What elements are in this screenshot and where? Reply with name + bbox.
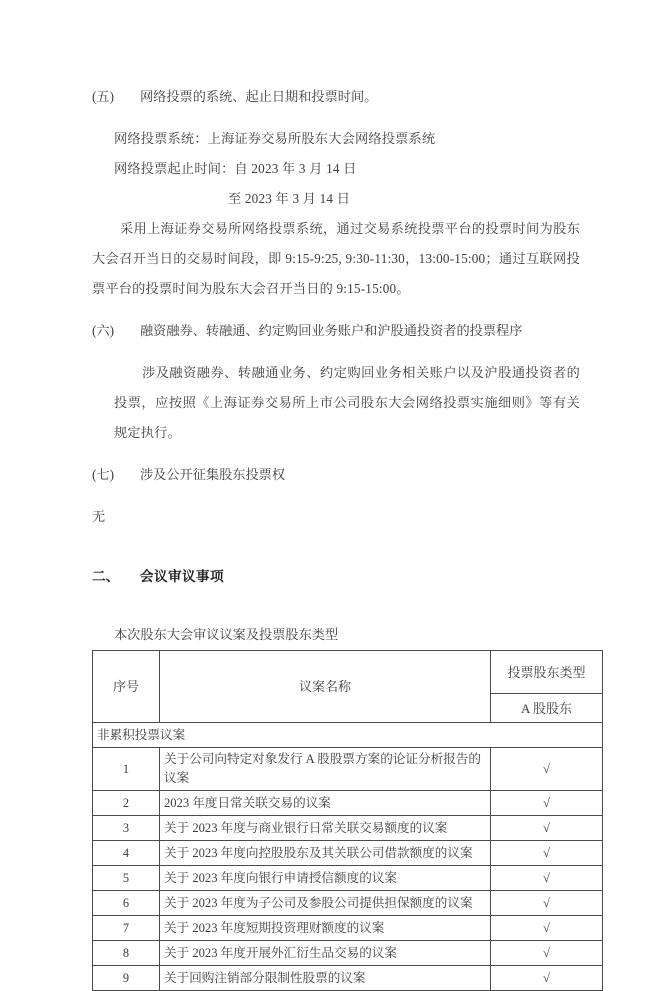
row-seq: 3 bbox=[93, 816, 160, 841]
table-row bbox=[93, 791, 603, 816]
spacer bbox=[92, 532, 580, 562]
section-six-title: 融资融券、转融通、约定购回业务账户和沪股通投资者的投票程序 bbox=[140, 323, 523, 338]
row-mark: √ bbox=[491, 866, 603, 891]
row-mark: √ bbox=[491, 891, 603, 916]
voting-system-line: 网络投票系统：上海证券交易所股东大会网络投票系统 bbox=[114, 131, 436, 146]
proposals-table-body bbox=[93, 723, 603, 991]
section-seven-heading bbox=[92, 460, 580, 490]
table-row bbox=[93, 941, 603, 966]
heading-meeting-items-number: 二、 bbox=[92, 569, 120, 584]
table-row bbox=[93, 866, 603, 891]
spacer bbox=[92, 448, 580, 460]
section-seven-number: (七) bbox=[92, 467, 114, 482]
spacer bbox=[92, 304, 580, 316]
row-seq: 8 bbox=[93, 941, 160, 966]
voting-start-line: 网络投票起止时间：自 2023 年 3 月 14 日 bbox=[114, 161, 357, 176]
section-seven-body: 无 bbox=[92, 509, 106, 524]
section-six-number: (六) bbox=[92, 323, 114, 338]
table-row bbox=[93, 916, 603, 941]
proposals-table-head bbox=[93, 651, 603, 723]
heading-meeting-items-title: 会议审议事项 bbox=[140, 569, 224, 584]
row-seq: 7 bbox=[93, 916, 160, 941]
table-section-row bbox=[93, 723, 603, 748]
row-mark: √ bbox=[491, 966, 603, 991]
header-seq: 序号 bbox=[93, 651, 160, 723]
header-name: 议案名称 bbox=[160, 651, 491, 723]
table-header-row bbox=[93, 651, 603, 694]
document-content bbox=[92, 82, 586, 991]
spacer bbox=[92, 346, 580, 358]
table-row bbox=[93, 891, 603, 916]
spacer bbox=[92, 112, 580, 124]
row-seq: 5 bbox=[93, 866, 160, 891]
row-name: 关于 2023 年度短期投资理财额度的议案 bbox=[160, 916, 491, 941]
voting-end-line: 至 2023 年 3 月 14 日 bbox=[228, 191, 351, 206]
section-five-heading bbox=[92, 82, 580, 112]
row-seq: 4 bbox=[93, 841, 160, 866]
heading-meeting-items bbox=[92, 562, 580, 592]
row-name: 关于 2023 年度开展外汇衍生品交易的议案 bbox=[160, 941, 491, 966]
row-name: 关于公司向特定对象发行 A 股股票方案的论证分析报告的议案 bbox=[160, 748, 491, 791]
row-seq: 6 bbox=[93, 891, 160, 916]
row-name: 关于 2023 年度为子公司及参股公司提供担保额度的议案 bbox=[160, 891, 491, 916]
header-a-share-holder: A 股股东 bbox=[491, 694, 603, 723]
table-row bbox=[93, 966, 603, 991]
row-mark: √ bbox=[491, 941, 603, 966]
section-six-heading bbox=[92, 316, 580, 346]
proposals-table-caption: 本次股东大会审议议案及投票股东类型 bbox=[114, 627, 339, 642]
proposals-table bbox=[92, 650, 603, 991]
section-label-non-cumulative: 非累积投票议案 bbox=[93, 723, 603, 748]
section-five-number: (五) bbox=[92, 89, 114, 104]
row-name: 关于 2023 年度与商业银行日常关联交易额度的议案 bbox=[160, 816, 491, 841]
spacer bbox=[92, 490, 580, 502]
row-seq: 9 bbox=[93, 966, 160, 991]
row-mark: √ bbox=[491, 916, 603, 941]
table-row bbox=[93, 816, 603, 841]
row-mark: √ bbox=[491, 816, 603, 841]
row-name: 2023 年度日常关联交易的议案 bbox=[160, 791, 491, 816]
table-row bbox=[93, 841, 603, 866]
row-name: 关于 2023 年度向银行申请授信额度的议案 bbox=[160, 866, 491, 891]
section-seven-title: 涉及公开征集股东投票权 bbox=[140, 467, 286, 482]
section-five-body: 采用上海证券交易所网络投票系统，通过交易系统投票平台的投票时间为股东大会召开当日的交易时间段，即 9:15-9:25, 9:30-11:30，13:00-15:00；通过互联网投票平台的投票时间为股东大会召开当日的 9:15-15:00。 bbox=[92, 221, 580, 296]
header-shareholder-type: 投票股东类型 bbox=[491, 651, 603, 694]
row-mark: √ bbox=[491, 748, 603, 791]
section-five-title: 网络投票的系统、起止日期和投票时间。 bbox=[140, 89, 378, 104]
row-seq: 1 bbox=[93, 748, 160, 791]
section-six-body: 涉及融资融券、转融通业务、约定购回业务相关账户以及沪股通投资者的投票，应按照《上海证券交易所上市公司股东大会网络投票实施细则》等有关规定执行。 bbox=[114, 365, 580, 440]
table-row bbox=[93, 748, 603, 791]
row-mark: √ bbox=[491, 841, 603, 866]
row-seq: 2 bbox=[93, 791, 160, 816]
spacer bbox=[92, 592, 580, 622]
row-name: 关于 2023 年度向控股股东及其关联公司借款额度的议案 bbox=[160, 841, 491, 866]
row-name: 关于回购注销部分限制性股票的议案 bbox=[160, 966, 491, 991]
row-mark: √ bbox=[491, 791, 603, 816]
